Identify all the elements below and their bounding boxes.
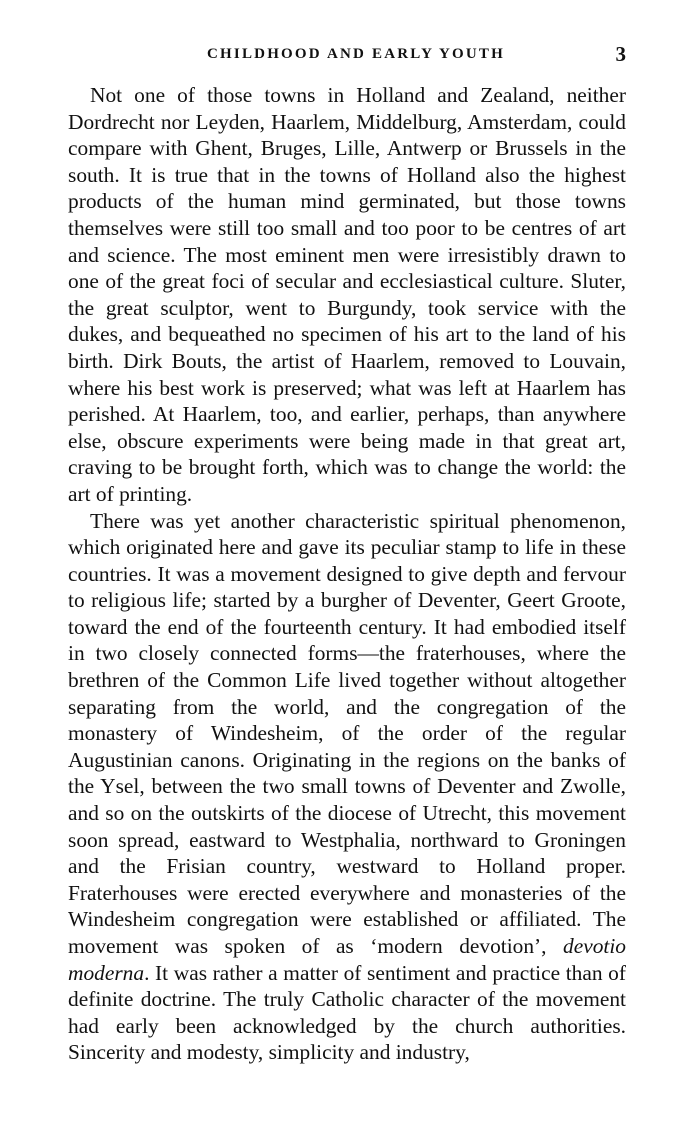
paragraph-text: . It was rather a matter of sentiment and practice than of definite doctrine. The truly Catholic character of the movement had early been acknowledged by the church authorities. Sincerity and modesty, simplicity and industry, <box>68 960 626 1065</box>
running-title: CHILDHOOD AND EARLY YOUTH <box>207 46 505 62</box>
body-paragraph <box>68 508 626 1066</box>
book-page <box>68 40 626 1066</box>
page-number: 3 <box>615 42 626 66</box>
italic-phrase: devotio moderna <box>68 934 626 985</box>
running-header <box>68 40 626 66</box>
body-paragraph: Not one of those towns in Holland and Zealand, neither Dordrecht nor Leyden, Haarlem, Middelburg, Amsterdam, could compare with Ghent, Bruges, Lille, Antwerp or Brussels in the south. It is true that in the towns of Holland also the highest products of the human mind germinated, but those towns themselves were still too small and too poor to be centres of art and science. The most eminent men were irresistibly drawn to one of the great foci of secular and ecclesiastical culture. Sluter, the great sculptor, went to Burgundy, took service with the dukes, and bequeathed no specimen of his art to the land of his birth. Dirk Bouts, the artist of Haarlem, removed to Louvain, where his best work is preserved; what was left at Haarlem has perished. At Haarlem, too, and earlier, perhaps, than anywhere else, obscure experiments were being made in that great art, craving to be brought forth, which was to change the world: the art of printing. <box>68 83 626 506</box>
paragraph-text: There was yet another characteristic spiritual phenomenon, which originated here and gave its peculiar stamp to life in these countries. It was a movement designed to give depth and fervour to religious life; started by a burgher of Deventer, Geert Groote, toward the end of the fourteenth century. It had embodied itself in two closely connected forms—the fraterhouses, where the brethren of the Common Life lived together without altogether separating from the world, and the congregation of the monastery of Windesheim, of the order of the regular Augustinian canons. Originating in the regions on the banks of the Ysel, between the two small towns of Deventer and Zwolle, and so on the outskirts of the diocese of Utrecht, this movement soon spread, eastward to Westphalia, northward to Groningen and the Frisian country, westward to Holland proper. Fraterhouses were erected everywhere and monasteries of the Windesheim congregation were established or affiliated. The movement was spoken of as ‘modern devotion’, <box>68 508 626 958</box>
